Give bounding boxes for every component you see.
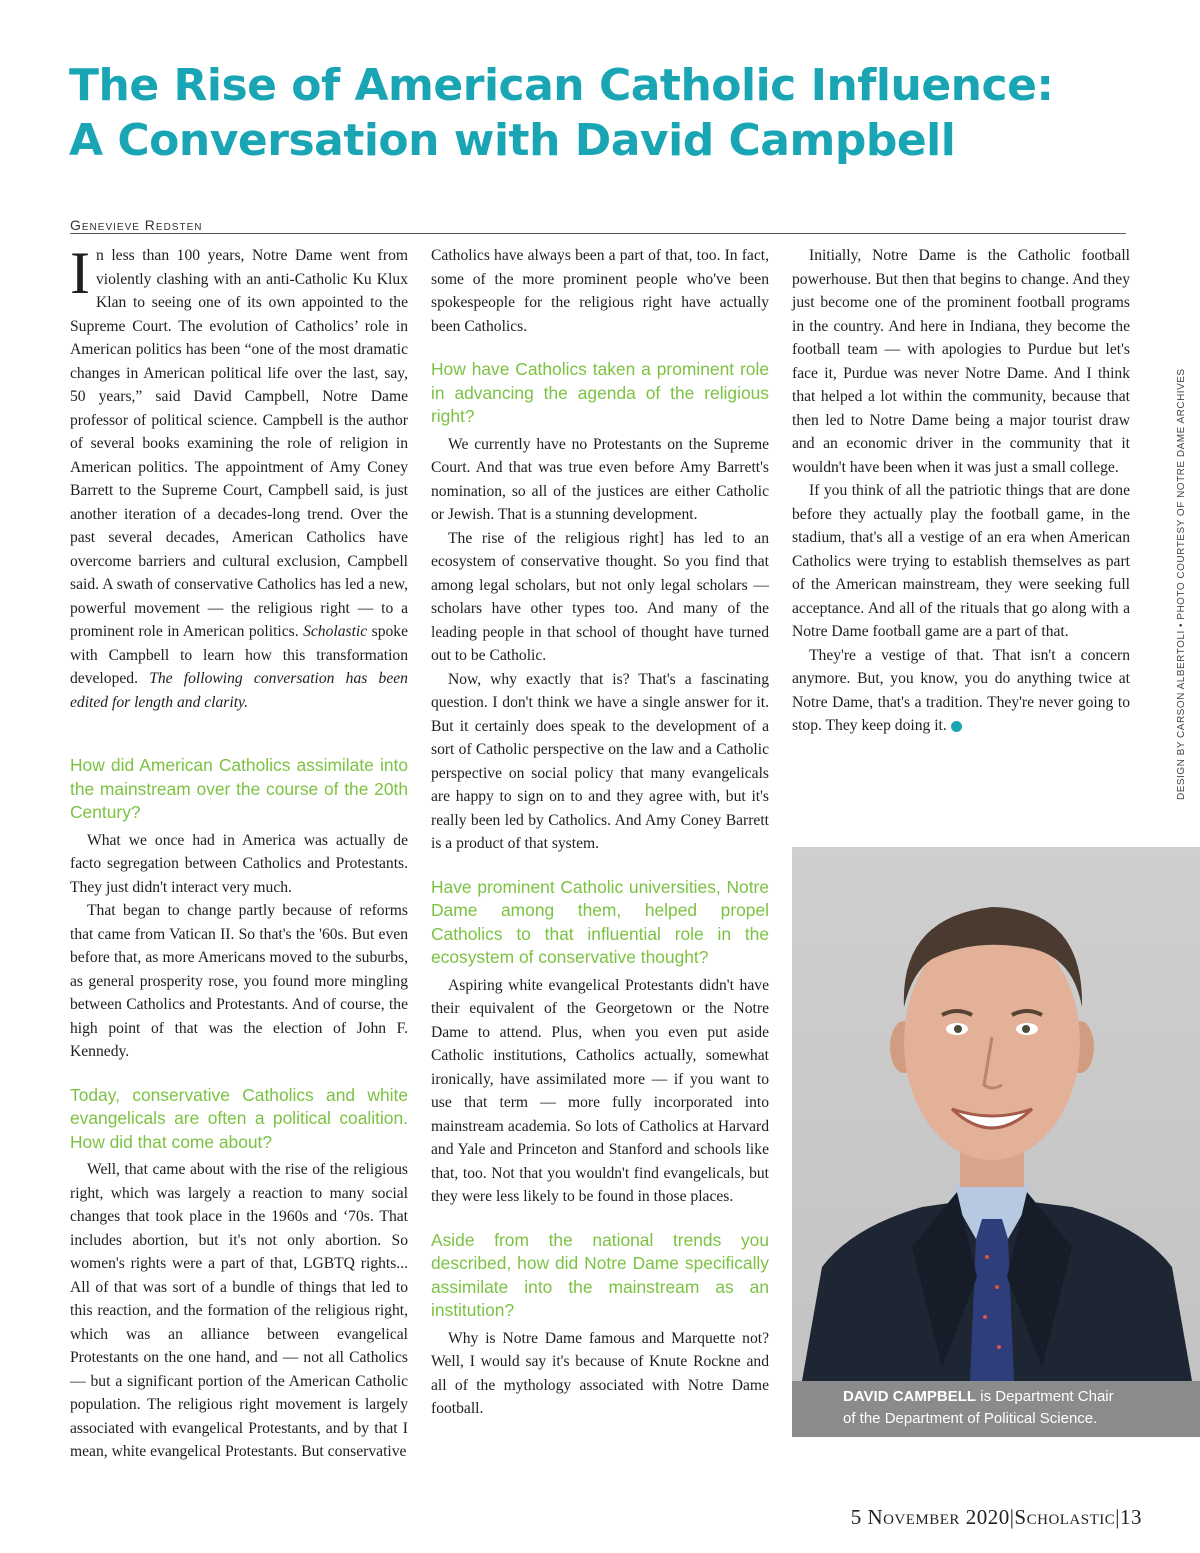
byline: Genevieve Redsten — [70, 217, 203, 233]
answer-paragraph: Now, why exactly that is? That's a fascinating question. I don't think we have a single answer for it. But it certainly does speak to the development of a sort of Catholic perspective on the law and a Catholic perspective on social policy that many evangelicals are happy to sign on to and they agree with, but it's really been led by Catholics. And Amy Coney Barrett is a product of that system. — [431, 670, 769, 852]
question-heading: Aside from the national trends you described, how did Notre Dame specifically assimilate into the mainstream as an institution? — [431, 1229, 769, 1320]
title-line-1: The Rise of American Catholic Influence: — [69, 60, 1054, 111]
answer-paragraph: Aspiring white evangelical Protestants didn't have their equivalent of the Georgetown or the Notre Dame to attend. Plus, when you even put aside Catholic institutions, Catholics actually, somewhat ironically, have assimilated more — if you want to use that term — more fully incorporated into mainstream academia. So lots of Catholics at Harvard and Yale and Princeton and Stanford and schools like that, too. Not that you wouldn't find evangelicals, but they were less likely to be found in those places. — [431, 976, 769, 1205]
publication-name: Scholastic — [303, 623, 368, 640]
end-mark-icon: S — [951, 721, 962, 732]
column-3 — [792, 244, 1130, 738]
photo-caption: DAVID CAMPBELL is Department Chair of the Department of Political Science. — [792, 1381, 1200, 1437]
column-2 — [431, 244, 769, 1421]
answer-paragraph: Initially, Notre Dame is the Catholic football powerhouse. But then that begins to change. And they just become one of the prominent football programs in the country. And here in Indiana, they become the football team — with apologies to Purdue but let's face it, Purdue was never Notre Dame. And I think that helped a lot within the community, because that then led to Notre Dame being a major tourist draw and an economic driver in the community that it wouldn't have been when it was just a small college. — [792, 247, 1130, 476]
page-number: 13 — [1120, 1505, 1142, 1529]
footer-date: 5 November 2020 — [850, 1505, 1010, 1529]
intro-paragraph: In less than 100 years, Notre Dame went from violently clashing with an anti-Catholic Ku Klux Klan to seeing one of its own appointed to the Supreme Court. The evolution of Catholics’ role in American politics has been “one of the most dramatic changes in American political life over the last, say, 50 years,” said David Campbell, Notre Dame professor of political science. Campbell is the author of several books examining the role of religion in American politics. The appointment of Amy Coney Barrett to the Supreme Court, Campbell said, is just another iteration of a decades-long trend. Over the past several decades, American Catholics have overcome barriers and cultural exclusion, Campbell said. A swath of conservative Catholics has led a new, powerful movement — the religious right — to a prominent role in American politics. Scholastic spoke with Campbell to learn how this transformation developed. The following conversation has been edited for length and clarity. — [70, 240, 409, 711]
answer-paragraph: If you think of all the patriotic things that are done before they actually play the football game, in the stadium, that's all a vestige of an era when American Catholics were trying to establish themselves as part of the American mainstream, they were seeking full acceptance. And all of the rituals that go along with a Notre Dame football game are a part of that. — [792, 482, 1130, 640]
answer-paragraph: The rise of the religious right] has led to an ecosystem of conservative thought. So you find that among legal scholars, but not only legal scholars — scholars have other types too. And many of the leading people in that school of thought have turned out to be Catholic. — [431, 529, 769, 664]
answer-paragraph: We currently have no Protestants on the Supreme Court. And that was true even before Amy Barrett's nomination, so all of the justices are either Catholic or Jewish. That is a stunning development. — [431, 435, 769, 523]
editor-note: The following conversation has been edited for length and clarity. — [70, 670, 408, 711]
answer-paragraph-continued: Catholics have always been a part of that, too. In fact, some of the more prominent people who've been spokespeople for the religious right have actually been Catholics. — [431, 247, 769, 335]
question-heading: How did American Catholics assimilate into the mainstream over the course of the 20th Century? — [70, 755, 408, 822]
article-title — [69, 58, 1149, 168]
portrait-photo — [792, 847, 1200, 1381]
question-heading: Today, conservative Catholics and white evangelicals are often a political coalition. How did that come about? — [70, 1084, 408, 1152]
answer-paragraph: What we once had in America was actually de facto segregation between Catholics and Protestants. They just didn't interact very much. — [70, 831, 408, 896]
question-heading: How have Catholics taken a prominent role in advancing the agenda of the religious right? — [431, 359, 769, 426]
drop-cap: I — [70, 240, 90, 306]
caption-name: DAVID CAMPBELL — [843, 1388, 977, 1405]
portrait-illustration — [792, 847, 1200, 1381]
column-1 — [70, 240, 409, 1464]
answer-paragraph: They're a vestige of that. That isn't a concern anymore. But, you know, you do anything twice at Notre Dame, that's a tradition. They're never going to stop. They keep doing it. S — [792, 646, 1130, 734]
question-heading: Have prominent Catholic universities, Notre Dame among them, helped propel Catholics to that influential role in the ecosystem of conservative thought? — [431, 876, 769, 967]
title-line-2: A Conversation with David Campbell — [69, 115, 956, 166]
byline-rule — [70, 233, 1126, 234]
answer-paragraph: Well, that came about with the rise of the religious right, which was largely a reaction to many social changes that took place in the 1960s and ‘70s. That includes abortion, but it's not only abortion. So women's rights were a part of that, LGBTQ rights... All of that was sort of a bundle of things that led to this reaction, and the formation of the religious right, which was an alliance between evangelical Protestants on the one hand, and — not all Catholics — but a significant portion of the American Catholic population. The religious right movement is largely associated with evangelical Protestants, and by that I mean, white evangelical Protestants. But conservative — [70, 1161, 408, 1460]
photo-credit: DESIGN BY CARSON ALBERTOLI • PHOTO COURTESY OF NOTRE DAME ARCHIVES — [1176, 368, 1187, 800]
answer-paragraph: That began to change partly because of reforms that came from Vatican II. So that's the '60s. But even before that, as more Americans moved to the suburbs, as general prosperity rose, you found more mingling between Catholics and Protestants. And of course, the high point of that was the election of John F. Kennedy. — [70, 902, 408, 1060]
answer-paragraph: Why is Notre Dame famous and Marquette not? Well, I would say it's because of Knute Rockne and all of the mythology associated with Notre Dame football. — [431, 1329, 769, 1417]
page-footer: 5 November 2020|Scholastic|13 — [850, 1505, 1142, 1529]
footer-publication: Scholastic — [1014, 1505, 1116, 1529]
